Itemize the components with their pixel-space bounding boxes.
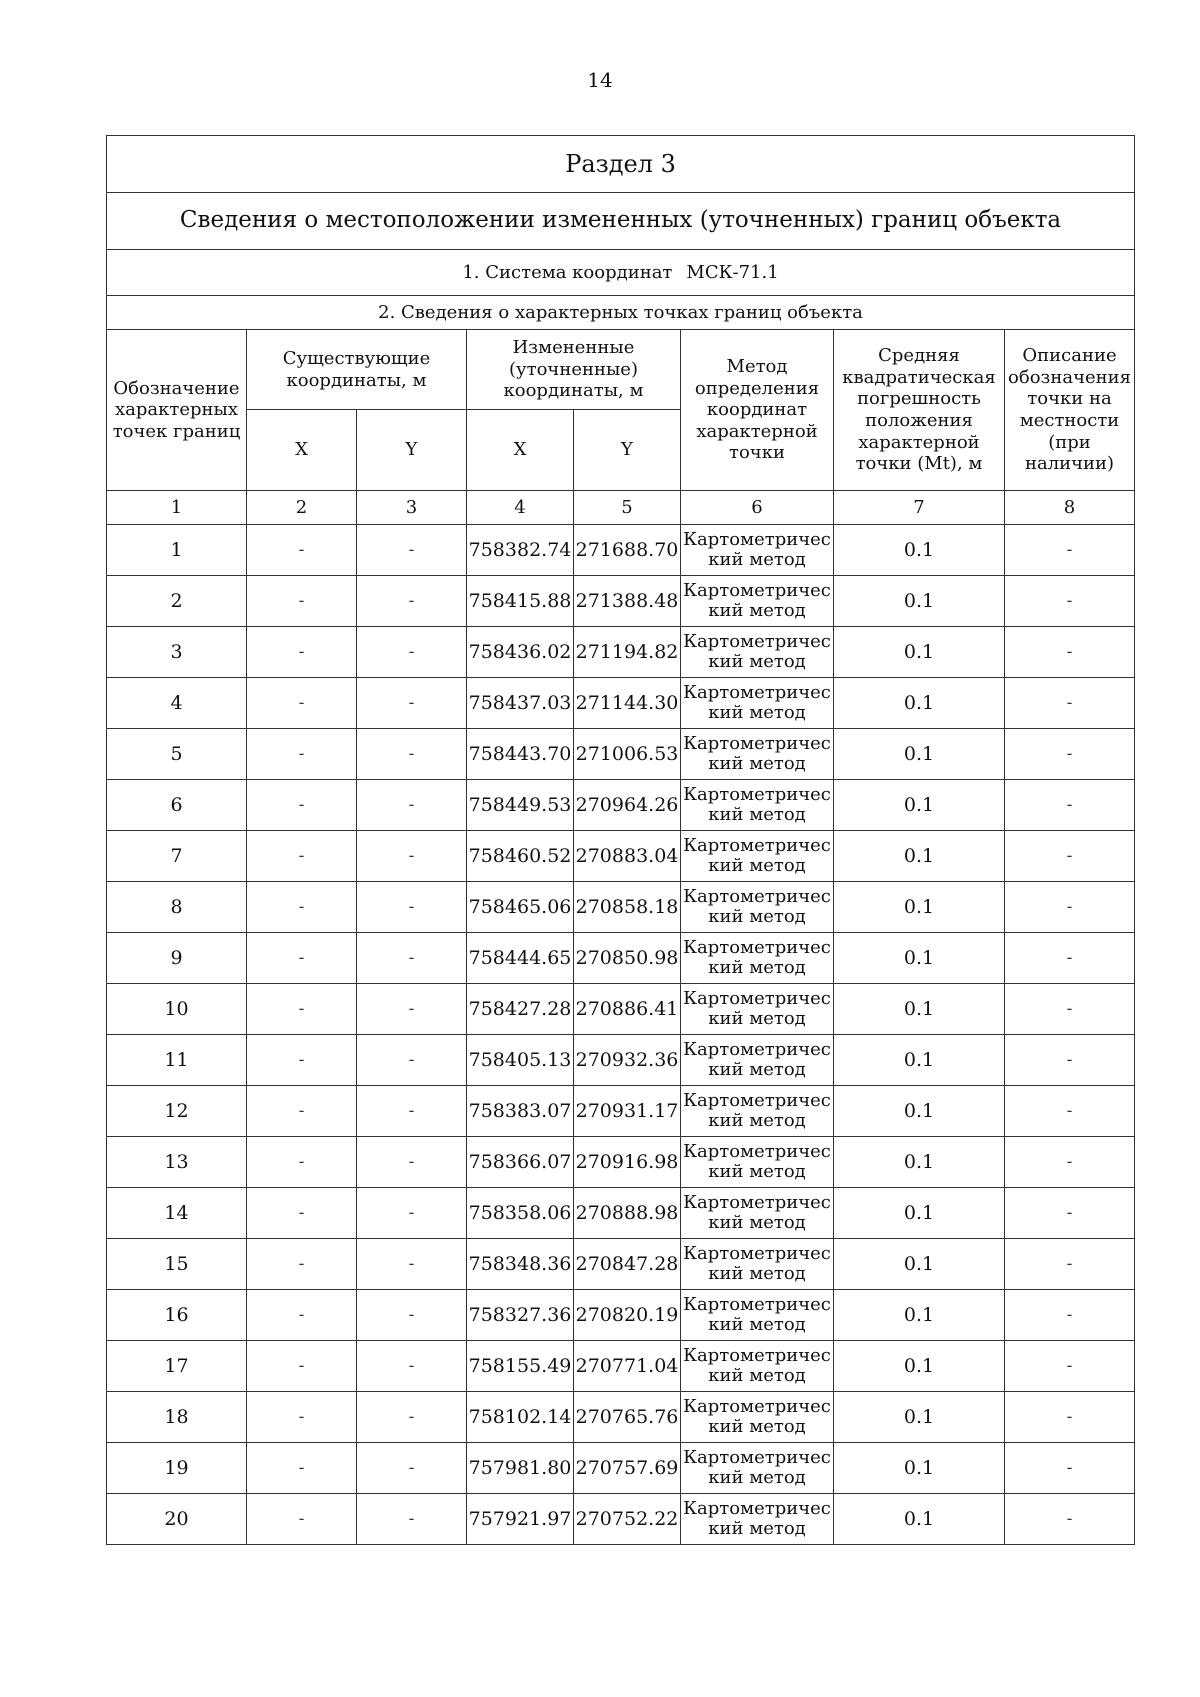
changed-y-cell: 271388.48: [574, 576, 681, 627]
table-row: [107, 984, 1135, 1035]
changed-y-cell: 270883.04: [574, 831, 681, 882]
header-description: Описание обозначения точки на местности (при наличии): [1005, 330, 1135, 491]
error-cell: 0.1: [834, 1137, 1005, 1188]
method-line-1: Картометричес: [683, 1090, 831, 1112]
method-line-1: Картометричес: [683, 1141, 831, 1163]
existing-x-cell: -: [247, 1188, 357, 1239]
column-number: 8: [1005, 491, 1135, 525]
existing-x-cell: -: [247, 627, 357, 678]
changed-y-cell: 271006.53: [574, 729, 681, 780]
changed-y-cell: 271688.70: [574, 525, 681, 576]
description-cell: -: [1005, 1392, 1135, 1443]
table-row: [107, 882, 1135, 933]
method-cell: [681, 627, 834, 678]
method-line-1: Картометричес: [683, 1345, 831, 1367]
table-row: [107, 1443, 1135, 1494]
table-row: [107, 1188, 1135, 1239]
method-line-2: кий метод: [708, 855, 806, 876]
existing-y-cell: -: [357, 1137, 467, 1188]
changed-y-cell: 270847.28: [574, 1239, 681, 1290]
changed-x-cell: 758382.74: [467, 525, 574, 576]
error-cell: 0.1: [834, 984, 1005, 1035]
existing-y-cell: -: [357, 1086, 467, 1137]
existing-y-cell: -: [357, 1239, 467, 1290]
changed-x-cell: 757921.97: [467, 1494, 574, 1545]
existing-y-cell: -: [357, 984, 467, 1035]
table-row: [107, 780, 1135, 831]
error-cell: 0.1: [834, 882, 1005, 933]
table-row: [107, 576, 1135, 627]
table-row: [107, 1290, 1135, 1341]
existing-x-cell: -: [247, 831, 357, 882]
point-id-cell: 18: [107, 1392, 247, 1443]
table-row: [107, 1392, 1135, 1443]
existing-x-cell: -: [247, 1392, 357, 1443]
method-line-2: кий метод: [708, 651, 806, 672]
point-id-cell: 16: [107, 1290, 247, 1341]
changed-x-cell: 758415.88: [467, 576, 574, 627]
method-cell: [681, 1341, 834, 1392]
changed-y-cell: 271144.30: [574, 678, 681, 729]
error-cell: 0.1: [834, 1035, 1005, 1086]
description-cell: -: [1005, 1086, 1135, 1137]
method-line-2: кий метод: [708, 804, 806, 825]
point-id-cell: 20: [107, 1494, 247, 1545]
changed-y-cell: 270886.41: [574, 984, 681, 1035]
existing-y-cell: -: [357, 882, 467, 933]
changed-y-cell: 270916.98: [574, 1137, 681, 1188]
error-cell: 0.1: [834, 933, 1005, 984]
method-cell: [681, 1392, 834, 1443]
point-id-cell: 8: [107, 882, 247, 933]
changed-y-cell: 270850.98: [574, 933, 681, 984]
changed-x-cell: 758348.36: [467, 1239, 574, 1290]
table-row: [107, 1494, 1135, 1545]
description-cell: -: [1005, 831, 1135, 882]
description-cell: -: [1005, 882, 1135, 933]
method-line-2: кий метод: [708, 1314, 806, 1335]
changed-y-cell: 270858.18: [574, 882, 681, 933]
point-id-cell: 2: [107, 576, 247, 627]
table-row: [107, 525, 1135, 576]
changed-x-cell: 758437.03: [467, 678, 574, 729]
table-row: [107, 627, 1135, 678]
method-line-2: кий метод: [708, 1518, 806, 1539]
point-id-cell: 1: [107, 525, 247, 576]
table-row: [107, 1035, 1135, 1086]
description-cell: -: [1005, 1443, 1135, 1494]
table-row: [107, 1137, 1135, 1188]
description-cell: -: [1005, 984, 1135, 1035]
column-number: 7: [834, 491, 1005, 525]
existing-x-cell: -: [247, 1086, 357, 1137]
existing-x-cell: -: [247, 1239, 357, 1290]
method-line-2: кий метод: [708, 1212, 806, 1233]
coordinate-system-value: МСК-71.1: [686, 261, 779, 283]
column-number: 5: [574, 491, 681, 525]
method-line-2: кий метод: [708, 1008, 806, 1029]
error-cell: 0.1: [834, 1188, 1005, 1239]
changed-x-cell: 757981.80: [467, 1443, 574, 1494]
point-id-cell: 12: [107, 1086, 247, 1137]
existing-y-cell: -: [357, 678, 467, 729]
changed-x-cell: 758460.52: [467, 831, 574, 882]
description-cell: -: [1005, 1494, 1135, 1545]
error-cell: 0.1: [834, 1443, 1005, 1494]
method-line-1: Картометричес: [683, 1396, 831, 1418]
header-designation: Обозначение характерных точек границ: [107, 330, 247, 491]
column-number: 6: [681, 491, 834, 525]
method-line-2: кий метод: [708, 549, 806, 570]
description-cell: -: [1005, 576, 1135, 627]
changed-x-cell: 758358.06: [467, 1188, 574, 1239]
section-3-table: [106, 135, 1135, 1545]
method-line-1: Картометричес: [683, 784, 831, 806]
description-cell: -: [1005, 1035, 1135, 1086]
changed-y-cell: 270820.19: [574, 1290, 681, 1341]
existing-y-cell: -: [357, 1443, 467, 1494]
method-line-1: Картометричес: [683, 631, 831, 653]
header-changed-x: X: [467, 410, 574, 491]
description-cell: -: [1005, 729, 1135, 780]
table-row: [107, 729, 1135, 780]
existing-x-cell: -: [247, 984, 357, 1035]
error-cell: 0.1: [834, 780, 1005, 831]
column-number: 3: [357, 491, 467, 525]
method-line-1: Картометричес: [683, 988, 831, 1010]
changed-y-cell: 270765.76: [574, 1392, 681, 1443]
method-line-2: кий метод: [708, 1161, 806, 1182]
point-id-cell: 15: [107, 1239, 247, 1290]
error-cell: 0.1: [834, 1341, 1005, 1392]
existing-x-cell: -: [247, 1341, 357, 1392]
existing-x-cell: -: [247, 678, 357, 729]
changed-y-cell: 270931.17: [574, 1086, 681, 1137]
existing-x-cell: -: [247, 1443, 357, 1494]
existing-y-cell: -: [357, 525, 467, 576]
page-number: 14: [587, 68, 613, 92]
description-cell: -: [1005, 1188, 1135, 1239]
point-id-cell: 10: [107, 984, 247, 1035]
method-line-2: кий метод: [708, 1365, 806, 1386]
changed-x-cell: 758443.70: [467, 729, 574, 780]
method-line-2: кий метод: [708, 1416, 806, 1437]
header-error: Средняя квадратическая погрешность положения характерной точки (Mt), м: [834, 330, 1005, 491]
method-cell: [681, 1086, 834, 1137]
existing-y-cell: -: [357, 933, 467, 984]
header-method: Метод определения координат характерной точки: [681, 330, 834, 491]
changed-y-cell: 271194.82: [574, 627, 681, 678]
method-cell: [681, 882, 834, 933]
point-id-cell: 13: [107, 1137, 247, 1188]
existing-y-cell: -: [357, 1341, 467, 1392]
description-cell: -: [1005, 1239, 1135, 1290]
description-cell: -: [1005, 933, 1135, 984]
point-id-cell: 9: [107, 933, 247, 984]
method-line-1: Картометричес: [683, 529, 831, 551]
existing-y-cell: -: [357, 831, 467, 882]
column-number: 2: [247, 491, 357, 525]
method-line-2: кий метод: [708, 1263, 806, 1284]
point-id-cell: 14: [107, 1188, 247, 1239]
description-cell: -: [1005, 1137, 1135, 1188]
method-cell: [681, 831, 834, 882]
existing-y-cell: -: [357, 576, 467, 627]
method-cell: [681, 1494, 834, 1545]
description-cell: -: [1005, 780, 1135, 831]
error-cell: 0.1: [834, 576, 1005, 627]
point-id-cell: 17: [107, 1341, 247, 1392]
description-cell: -: [1005, 678, 1135, 729]
existing-x-cell: -: [247, 576, 357, 627]
point-id-cell: 11: [107, 1035, 247, 1086]
changed-x-cell: 758327.36: [467, 1290, 574, 1341]
error-cell: 0.1: [834, 525, 1005, 576]
method-cell: [681, 780, 834, 831]
description-cell: -: [1005, 525, 1135, 576]
description-cell: -: [1005, 627, 1135, 678]
method-cell: [681, 1137, 834, 1188]
method-cell: [681, 1443, 834, 1494]
method-line-1: Картометричес: [683, 1243, 831, 1265]
method-line-2: кий метод: [708, 1059, 806, 1080]
method-line-1: Картометричес: [683, 1498, 831, 1520]
existing-y-cell: -: [357, 1035, 467, 1086]
existing-y-cell: -: [357, 780, 467, 831]
method-line-2: кий метод: [708, 1467, 806, 1488]
method-cell: [681, 933, 834, 984]
changed-x-cell: 758155.49: [467, 1341, 574, 1392]
existing-x-cell: -: [247, 933, 357, 984]
method-cell: [681, 1290, 834, 1341]
error-cell: 0.1: [834, 678, 1005, 729]
error-cell: 0.1: [834, 1494, 1005, 1545]
table-row: [107, 1341, 1135, 1392]
method-line-1: Картометричес: [683, 835, 831, 857]
existing-x-cell: -: [247, 1035, 357, 1086]
changed-y-cell: 270964.26: [574, 780, 681, 831]
existing-y-cell: -: [357, 1188, 467, 1239]
point-id-cell: 6: [107, 780, 247, 831]
method-cell: [681, 525, 834, 576]
method-cell: [681, 984, 834, 1035]
error-cell: 0.1: [834, 1239, 1005, 1290]
description-cell: -: [1005, 1341, 1135, 1392]
changed-x-cell: 758444.65: [467, 933, 574, 984]
method-cell: [681, 729, 834, 780]
method-line-1: Картометричес: [683, 580, 831, 602]
method-cell: [681, 576, 834, 627]
method-line-2: кий метод: [708, 957, 806, 978]
method-cell: [681, 1188, 834, 1239]
section-subtitle: Сведения о местоположении измененных (уточненных) границ объекта: [107, 193, 1135, 250]
existing-y-cell: -: [357, 1494, 467, 1545]
point-id-cell: 3: [107, 627, 247, 678]
header-existing-coordinates: Существующие координаты, м: [247, 330, 467, 410]
column-number: 4: [467, 491, 574, 525]
table-row: [107, 1239, 1135, 1290]
header-changed-coordinates: Измененные (уточненные) координаты, м: [467, 330, 681, 410]
method-cell: [681, 678, 834, 729]
header-changed-y: Y: [574, 410, 681, 491]
method-line-1: Картометричес: [683, 1447, 831, 1469]
table-row: [107, 678, 1135, 729]
point-id-cell: 19: [107, 1443, 247, 1494]
changed-y-cell: 270757.69: [574, 1443, 681, 1494]
method-cell: [681, 1035, 834, 1086]
existing-y-cell: -: [357, 729, 467, 780]
changed-x-cell: 758465.06: [467, 882, 574, 933]
error-cell: 0.1: [834, 627, 1005, 678]
changed-x-cell: 758427.28: [467, 984, 574, 1035]
changed-x-cell: 758366.07: [467, 1137, 574, 1188]
existing-x-cell: -: [247, 525, 357, 576]
existing-x-cell: -: [247, 1494, 357, 1545]
description-cell: -: [1005, 1290, 1135, 1341]
column-number: 1: [107, 491, 247, 525]
point-id-cell: 5: [107, 729, 247, 780]
method-line-2: кий метод: [708, 600, 806, 621]
existing-y-cell: -: [357, 1290, 467, 1341]
existing-y-cell: -: [357, 1392, 467, 1443]
error-cell: 0.1: [834, 831, 1005, 882]
method-line-2: кий метод: [708, 1110, 806, 1131]
header-existing-y: Y: [357, 410, 467, 491]
existing-x-cell: -: [247, 729, 357, 780]
method-line-2: кий метод: [708, 702, 806, 723]
table-row: [107, 1086, 1135, 1137]
existing-x-cell: -: [247, 882, 357, 933]
points-heading: 2. Сведения о характерных точках границ объекта: [107, 296, 1135, 330]
point-id-cell: 7: [107, 831, 247, 882]
changed-x-cell: 758383.07: [467, 1086, 574, 1137]
error-cell: 0.1: [834, 729, 1005, 780]
method-line-1: Картометричес: [683, 937, 831, 959]
column-number-row: [107, 491, 1135, 525]
method-line-1: Картометричес: [683, 886, 831, 908]
changed-x-cell: 758102.14: [467, 1392, 574, 1443]
method-line-1: Картометричес: [683, 1039, 831, 1061]
error-cell: 0.1: [834, 1290, 1005, 1341]
changed-y-cell: 270932.36: [574, 1035, 681, 1086]
existing-x-cell: -: [247, 1137, 357, 1188]
error-cell: 0.1: [834, 1086, 1005, 1137]
method-line-2: кий метод: [708, 753, 806, 774]
changed-x-cell: 758436.02: [467, 627, 574, 678]
method-cell: [681, 1239, 834, 1290]
error-cell: 0.1: [834, 1392, 1005, 1443]
existing-x-cell: -: [247, 1290, 357, 1341]
section-title: Раздел 3: [107, 136, 1135, 193]
coordinate-system-label: 1. Система координат: [462, 261, 673, 283]
method-line-1: Картометричес: [683, 733, 831, 755]
method-line-1: Картометричес: [683, 682, 831, 704]
method-line-1: Картометричес: [683, 1294, 831, 1316]
method-line-2: кий метод: [708, 906, 806, 927]
method-line-1: Картометричес: [683, 1192, 831, 1214]
coordinate-system: [107, 250, 1135, 296]
table-row: [107, 831, 1135, 882]
header-existing-x: X: [247, 410, 357, 491]
existing-y-cell: -: [357, 627, 467, 678]
changed-y-cell: 270771.04: [574, 1341, 681, 1392]
table-row: [107, 933, 1135, 984]
changed-x-cell: 758449.53: [467, 780, 574, 831]
existing-x-cell: -: [247, 780, 357, 831]
changed-x-cell: 758405.13: [467, 1035, 574, 1086]
point-id-cell: 4: [107, 678, 247, 729]
changed-y-cell: 270752.22: [574, 1494, 681, 1545]
changed-y-cell: 270888.98: [574, 1188, 681, 1239]
